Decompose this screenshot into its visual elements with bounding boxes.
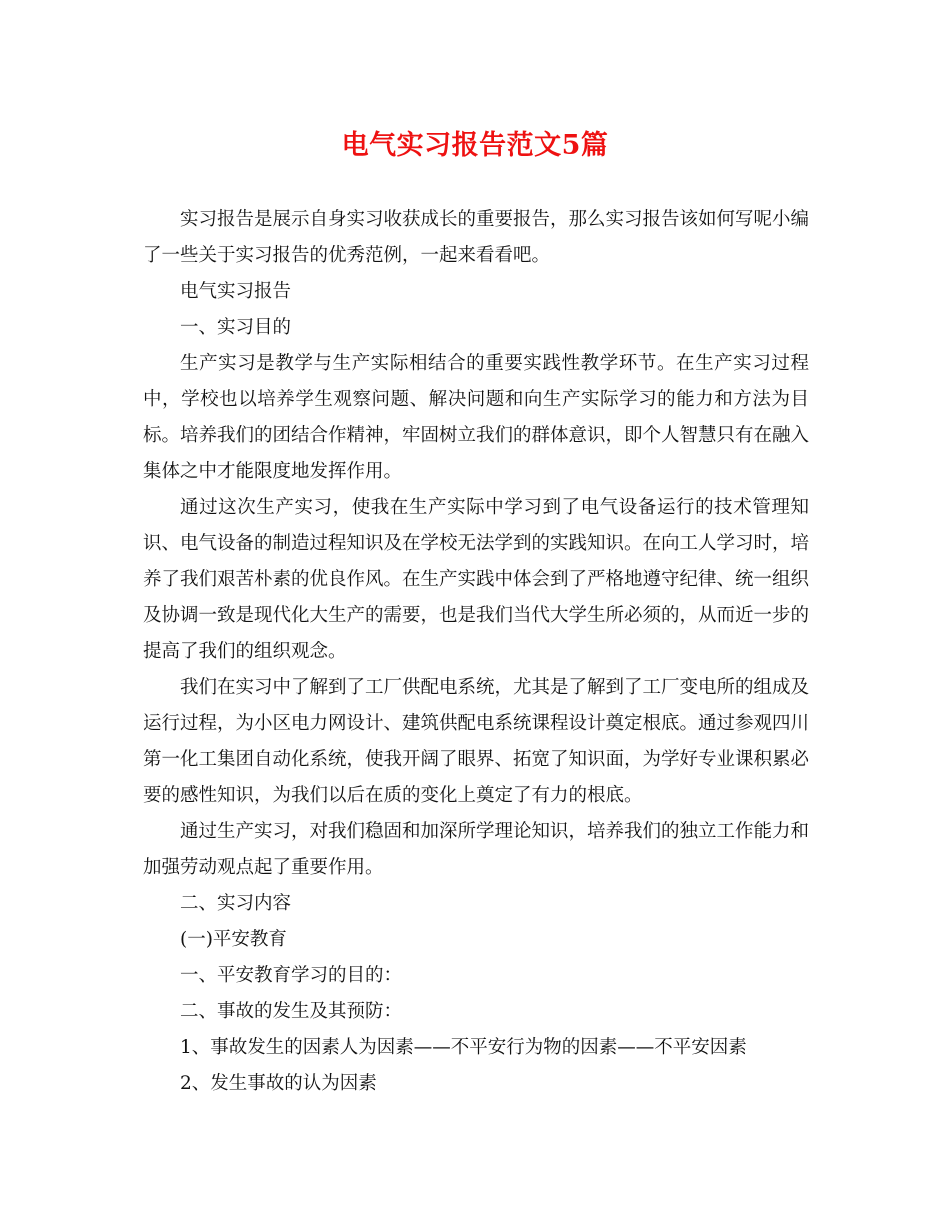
body-paragraph: 通过这次生产实习，使我在生产实际中学习到了电气设备运行的技术管理知识、电气设备的制造过程知识及在学校无法学到的实践知识。在向工人学习时，培养了我们艰苦朴素的优良作风。在生产实践中体会到了严格地遵守纪律、统一组织及协调一致是现代化大生产的需要，也是我们当代大学生所必须的，从而近一步的提高了我们的组织观念。	[143, 497, 810, 662]
body-paragraph: 生产实习是教学与生产实际相结合的重要实践性教学环节。在生产实习过程中，学校也以培养学生观察问题、解决问题和向生产实际学习的能力和方法为目标。培养我们的团结合作精神，牢固树立我们的群体意识，即个人智慧只有在融入集体之中才能限度地发挥作用。	[143, 353, 810, 482]
subsection-heading: (一)平安教育	[180, 929, 287, 950]
intro-paragraph: 实习报告是展示自身实习收获成长的重要报告，那么实习报告该如何写呢小编了一些关于实习报告的优秀范例，一起来看看吧。	[143, 209, 810, 266]
body-paragraph: 我们在实习中了解到了工厂供配电系统，尤其是了解到了工厂变电所的组成及运行过程，为小区电力网设计、建筑供配电系统课程设计奠定根底。通过参观四川第一化工集团自动化系统，使我开阔了眼界、拓宽了知识面，为学好专业课积累必要的感性知识，为我们以后在质的变化上奠定了有力的根底。	[143, 677, 810, 806]
body-paragraph: 通过生产实习，对我们稳固和加深所学理论知识，培养我们的独立工作能力和加强劳动观点起了重要作用。	[143, 821, 810, 878]
list-item: 1、事故发生的因素人为因素——不平安行为物的因素——不平安因素	[180, 1037, 747, 1058]
section-heading: 一、实习目的	[180, 317, 292, 338]
list-item: 2、发生事故的认为因素	[180, 1073, 377, 1094]
section-heading: 电气实习报告	[180, 281, 292, 302]
section-heading: 二、实习内容	[180, 893, 292, 914]
list-item: 二、事故的发生及其预防：	[180, 1001, 403, 1022]
document-body	[143, 202, 809, 1102]
document-title: 电气实习报告范文5篇	[341, 130, 609, 161]
list-item: 一、平安教育学习的目的：	[180, 965, 403, 986]
